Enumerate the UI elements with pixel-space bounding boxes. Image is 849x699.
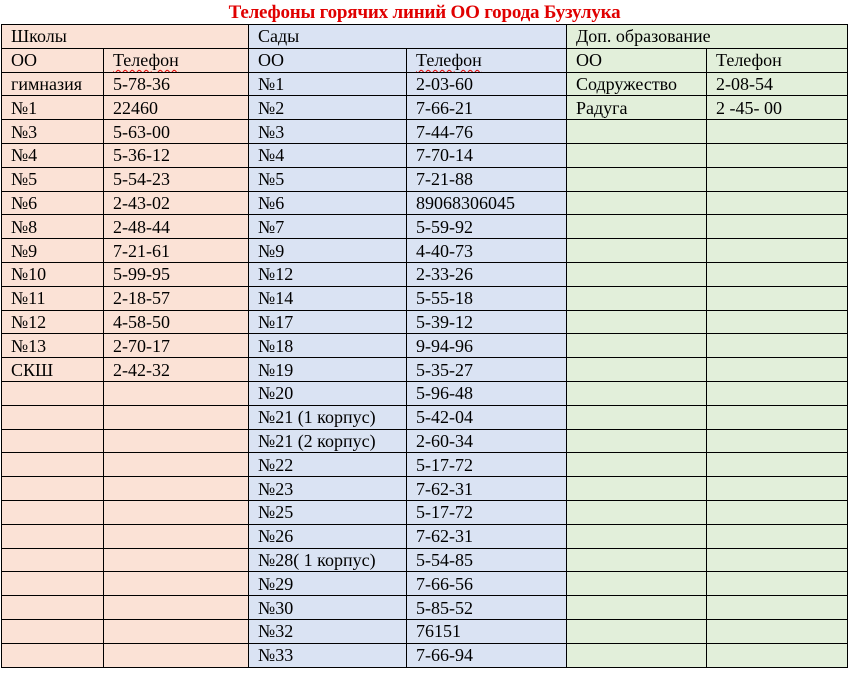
phone-header-label: Телефон (416, 50, 482, 71)
school-org-cell (2, 548, 104, 572)
school-phone-cell: 5-99-95 (104, 262, 249, 286)
school-org-cell: СКШ (2, 358, 104, 382)
table-row (2, 358, 848, 382)
additional-phone-cell (707, 500, 848, 524)
kindergarten-phone-cell: 4-40-73 (407, 239, 567, 263)
kindergarten-org-cell: №14 (249, 286, 407, 310)
table-row (2, 120, 848, 144)
additional-phone-cell (707, 429, 848, 453)
school-org-cell: №10 (2, 262, 104, 286)
additional-phone-header: Телефон (707, 48, 848, 72)
kindergarten-phone-cell: 5-85-52 (407, 596, 567, 620)
additional-org-cell (567, 572, 707, 596)
kindergarten-org-cell: №12 (249, 262, 407, 286)
additional-org-cell (567, 358, 707, 382)
table-row (2, 191, 848, 215)
school-phone-cell: 5-54-23 (104, 167, 249, 191)
kindergarten-phone-cell: 5-54-85 (407, 548, 567, 572)
kindergarten-org-cell: №25 (249, 500, 407, 524)
table-row (2, 524, 848, 548)
additional-org-cell (567, 143, 707, 167)
additional-phone-cell (707, 596, 848, 620)
additional-phone-cell (707, 286, 848, 310)
school-org-cell (2, 619, 104, 643)
kindergarten-phone-cell: 89068306045 (407, 191, 567, 215)
school-phone-cell: 4-58-50 (104, 310, 249, 334)
school-phone-cell (104, 500, 249, 524)
kindergarten-phone-cell: 7-44-76 (407, 120, 567, 144)
additional-org-cell (567, 334, 707, 358)
additional-org-cell (567, 239, 707, 263)
additional-org-cell (567, 286, 707, 310)
school-org-cell (2, 477, 104, 501)
section-schools: Школы (2, 25, 249, 49)
school-phone-cell: 2-43-02 (104, 191, 249, 215)
additional-phone-cell (707, 643, 848, 667)
table-row (2, 453, 848, 477)
kindergarten-org-cell: №23 (249, 477, 407, 501)
additional-org-cell (567, 262, 707, 286)
school-org-cell: №13 (2, 334, 104, 358)
table-row (2, 572, 848, 596)
additional-phone-cell (707, 548, 848, 572)
table-body (2, 25, 848, 668)
kindergarten-org-cell: №5 (249, 167, 407, 191)
kindergarten-phone-cell: 5-35-27 (407, 358, 567, 382)
additional-phone-cell (707, 334, 848, 358)
additional-phone-cell (707, 310, 848, 334)
additional-org-cell (567, 477, 707, 501)
additional-org-cell (567, 643, 707, 667)
additional-phone-cell (707, 358, 848, 382)
additional-phone-cell (707, 619, 848, 643)
additional-org-cell (567, 500, 707, 524)
school-org-cell (2, 500, 104, 524)
kindergarten-org-cell: №20 (249, 381, 407, 405)
school-phone-cell (104, 453, 249, 477)
school-phone-cell (104, 643, 249, 667)
school-phone-cell (104, 596, 249, 620)
school-org-cell (2, 429, 104, 453)
table-row (2, 167, 848, 191)
table-row (2, 596, 848, 620)
table-row (2, 239, 848, 263)
additional-org-cell (567, 596, 707, 620)
school-org-cell (2, 596, 104, 620)
kindergarten-org-cell: №22 (249, 453, 407, 477)
school-phone-cell (104, 572, 249, 596)
table-row (2, 405, 848, 429)
additional-org-cell (567, 548, 707, 572)
school-phone-cell: 7-21-61 (104, 239, 249, 263)
kindergarten-phone-cell: 2-33-26 (407, 262, 567, 286)
school-phone-cell (104, 548, 249, 572)
table-row (2, 548, 848, 572)
kindergarten-org-cell: №4 (249, 143, 407, 167)
section-additional: Доп. образование (567, 25, 848, 49)
table-row (2, 310, 848, 334)
school-phone-cell: 22460 (104, 96, 249, 120)
school-phone-cell: 2-48-44 (104, 215, 249, 239)
table-row (2, 643, 848, 667)
school-org-cell: №11 (2, 286, 104, 310)
school-org-cell: №1 (2, 96, 104, 120)
table-row (2, 619, 848, 643)
kindergarten-phone-cell: 5-96-48 (407, 381, 567, 405)
table-row (2, 96, 848, 120)
additional-org-cell: Содружество (567, 72, 707, 96)
kindergarten-org-cell: №2 (249, 96, 407, 120)
additional-phone-cell (707, 262, 848, 286)
school-phone-cell (104, 405, 249, 429)
schools-phone-header (104, 48, 249, 72)
kindergartens-org-header: ОО (249, 48, 407, 72)
school-phone-cell: 5-63-00 (104, 120, 249, 144)
section-kindergartens: Сады (249, 25, 567, 49)
additional-phone-cell (707, 143, 848, 167)
kindergarten-org-cell: №33 (249, 643, 407, 667)
additional-org-cell (567, 310, 707, 334)
kindergarten-org-cell: №7 (249, 215, 407, 239)
school-org-cell: №4 (2, 143, 104, 167)
additional-phone-cell (707, 381, 848, 405)
kindergarten-phone-cell: 7-66-21 (407, 96, 567, 120)
additional-org-cell (567, 167, 707, 191)
kindergarten-phone-cell: 7-62-31 (407, 477, 567, 501)
kindergarten-org-cell: №29 (249, 572, 407, 596)
kindergarten-org-cell: №18 (249, 334, 407, 358)
kindergartens-phone-header (407, 48, 567, 72)
kindergarten-phone-cell: 76151 (407, 619, 567, 643)
additional-phone-cell (707, 524, 848, 548)
school-org-cell (2, 643, 104, 667)
kindergarten-phone-cell: 9-94-96 (407, 334, 567, 358)
additional-phone-cell (707, 239, 848, 263)
schools-org-header: ОО (2, 48, 104, 72)
kindergarten-phone-cell: 7-70-14 (407, 143, 567, 167)
additional-phone-cell (707, 215, 848, 239)
kindergarten-phone-cell: 5-55-18 (407, 286, 567, 310)
kindergarten-org-cell: №26 (249, 524, 407, 548)
school-phone-cell (104, 619, 249, 643)
additional-org-cell: Радуга (567, 96, 707, 120)
school-phone-cell: 2-70-17 (104, 334, 249, 358)
kindergarten-phone-cell: 2-03-60 (407, 72, 567, 96)
additional-org-cell (567, 524, 707, 548)
additional-phone-cell (707, 477, 848, 501)
additional-org-cell (567, 191, 707, 215)
additional-org-cell (567, 215, 707, 239)
kindergarten-phone-cell: 5-59-92 (407, 215, 567, 239)
kindergarten-phone-cell: 7-66-94 (407, 643, 567, 667)
table-row (2, 72, 848, 96)
table-row (2, 500, 848, 524)
additional-org-cell (567, 120, 707, 144)
school-phone-cell: 5-36-12 (104, 143, 249, 167)
column-header-row (2, 48, 848, 72)
additional-phone-cell (707, 167, 848, 191)
school-org-cell: №3 (2, 120, 104, 144)
kindergarten-phone-cell: 7-66-56 (407, 572, 567, 596)
school-org-cell: №6 (2, 191, 104, 215)
kindergarten-org-cell: №30 (249, 596, 407, 620)
kindergarten-phone-cell: 7-62-31 (407, 524, 567, 548)
school-phone-cell: 2-42-32 (104, 358, 249, 382)
school-org-cell (2, 405, 104, 429)
phone-header-label: Телефон (113, 50, 179, 71)
kindergarten-phone-cell: 5-39-12 (407, 310, 567, 334)
additional-phone-cell (707, 453, 848, 477)
kindergarten-org-cell: №28( 1 корпус) (249, 548, 407, 572)
school-org-cell (2, 572, 104, 596)
kindergarten-org-cell: №9 (249, 239, 407, 263)
kindergarten-org-cell: №21 (2 корпус) (249, 429, 407, 453)
additional-org-cell (567, 381, 707, 405)
additional-phone-cell: 2-08-54 (707, 72, 848, 96)
additional-org-cell (567, 405, 707, 429)
school-org-cell: №12 (2, 310, 104, 334)
table-row (2, 381, 848, 405)
kindergarten-phone-cell: 5-17-72 (407, 500, 567, 524)
school-org-cell: гимназия (2, 72, 104, 96)
kindergarten-phone-cell: 5-42-04 (407, 405, 567, 429)
section-header-row (2, 25, 848, 49)
table-row (2, 429, 848, 453)
kindergarten-org-cell: №3 (249, 120, 407, 144)
school-org-cell (2, 524, 104, 548)
school-org-cell: №5 (2, 167, 104, 191)
school-phone-cell: 2-18-57 (104, 286, 249, 310)
kindergarten-org-cell: №6 (249, 191, 407, 215)
kindergarten-org-cell: №19 (249, 358, 407, 382)
additional-org-header: ОО (567, 48, 707, 72)
additional-phone-cell (707, 191, 848, 215)
kindergarten-org-cell: №17 (249, 310, 407, 334)
kindergarten-phone-cell: 7-21-88 (407, 167, 567, 191)
additional-phone-cell: 2 -45- 00 (707, 96, 848, 120)
school-org-cell: №9 (2, 239, 104, 263)
additional-phone-cell (707, 405, 848, 429)
school-org-cell (2, 453, 104, 477)
school-phone-cell (104, 477, 249, 501)
table-row (2, 477, 848, 501)
additional-org-cell (567, 429, 707, 453)
kindergarten-org-cell: №1 (249, 72, 407, 96)
school-org-cell: №8 (2, 215, 104, 239)
kindergarten-phone-cell: 5-17-72 (407, 453, 567, 477)
page-title: Телефоны горячих линий ОО города Бузулука (228, 2, 621, 23)
kindergarten-org-cell: №32 (249, 619, 407, 643)
school-org-cell (2, 381, 104, 405)
table-row (2, 215, 848, 239)
hotline-table (1, 24, 848, 668)
table-row (2, 286, 848, 310)
table-row (2, 334, 848, 358)
additional-phone-cell (707, 572, 848, 596)
school-phone-cell (104, 381, 249, 405)
kindergarten-org-cell: №21 (1 корпус) (249, 405, 407, 429)
school-phone-cell (104, 429, 249, 453)
additional-phone-cell (707, 120, 848, 144)
school-phone-cell: 5-78-36 (104, 72, 249, 96)
school-phone-cell (104, 524, 249, 548)
additional-org-cell (567, 619, 707, 643)
table-row (2, 143, 848, 167)
kindergarten-phone-cell: 2-60-34 (407, 429, 567, 453)
additional-org-cell (567, 453, 707, 477)
table-row (2, 262, 848, 286)
